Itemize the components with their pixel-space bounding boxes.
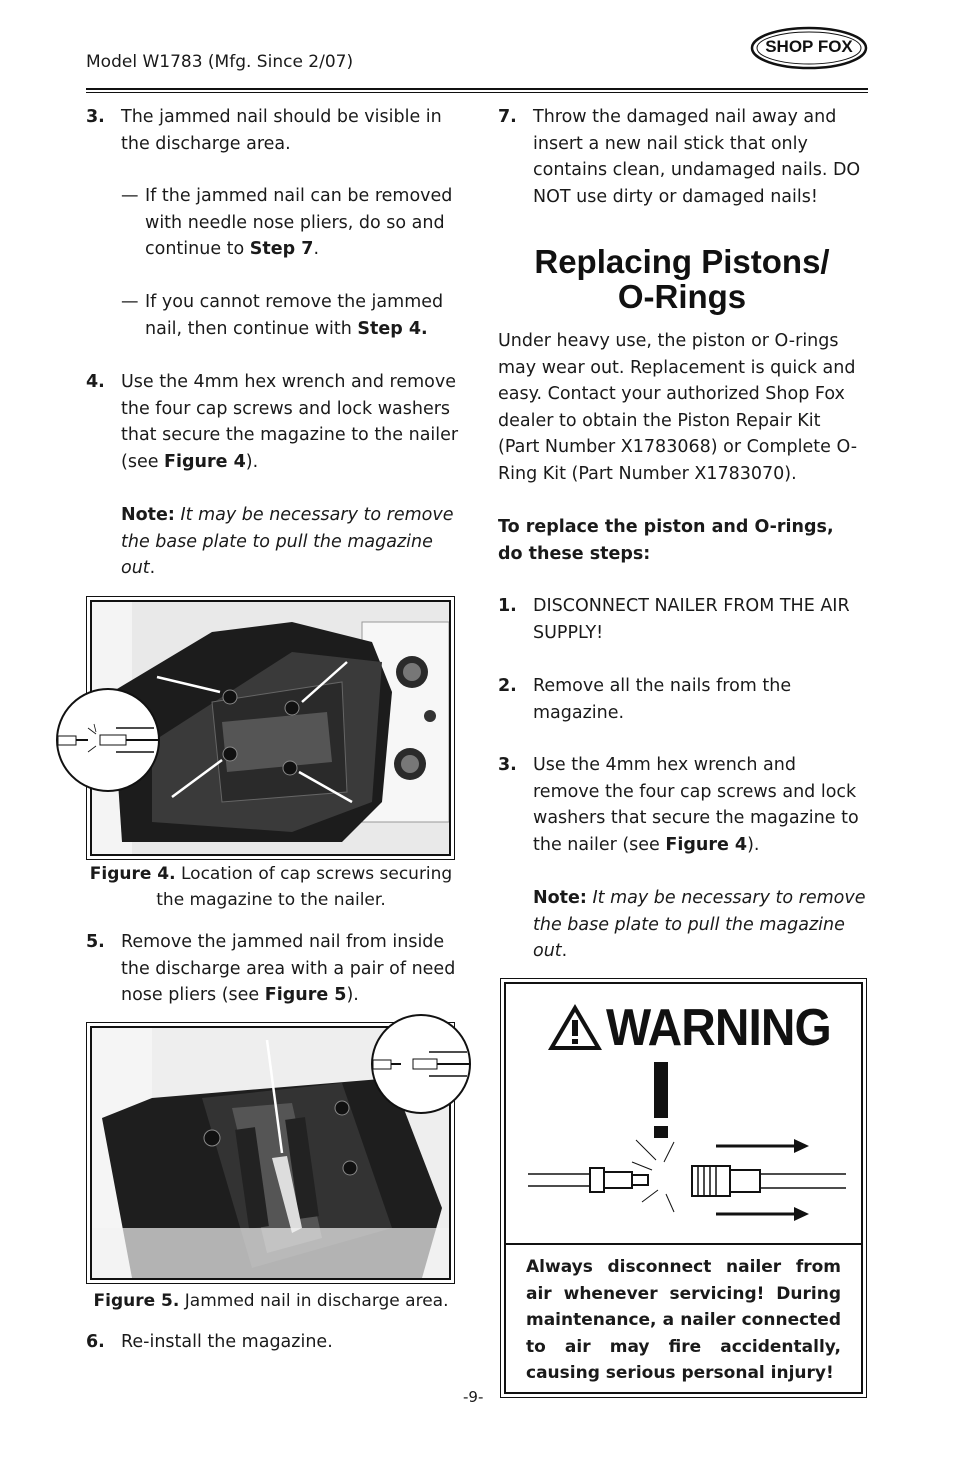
dash-item-1: [121, 183, 461, 263]
step-number: 4.: [86, 372, 105, 392]
intro-paragraph: Under heavy use, the piston or O-rings may wear out. Replacement is quick and easy. Contact your authorized Shop Fox dealer to obtain the Piston Repair Kit (Part Number X1783068) or Complete O-Ring Kit (Part Number X1783070).: [498, 331, 858, 484]
header-rule-thin: [86, 92, 868, 93]
punct: .: [561, 941, 568, 961]
step-number: 5.: [86, 932, 105, 952]
shop-fox-logo: [750, 24, 868, 72]
punct: .: [313, 239, 320, 259]
step-ref: Step 4.: [357, 318, 428, 339]
air-disconnect-icon: [524, 1062, 849, 1232]
section-heading: [498, 244, 866, 314]
step-text: Throw the damaged nail away and insert a new nail stick that only contains clean, undamaged nails. DO NOT use dirty or damaged nails!: [533, 107, 861, 207]
warning-title: WARNING: [606, 999, 831, 1057]
step-text: Use the 4mm hex wrench and remove the four cap screws and lock washers that secure the magazine to the nailer (see: [533, 755, 859, 855]
note-text: It may be necessary to remove the base plate to pull the magazine out: [533, 888, 866, 961]
logo-text: SHOP FOX: [765, 37, 853, 56]
right-step-2: [498, 673, 866, 726]
left-step-6: [86, 1329, 461, 1356]
dash-mark: —: [121, 186, 139, 206]
figure-ref: Figure 5: [264, 985, 347, 1005]
figure-5-caption: [86, 1288, 456, 1314]
step-number: 2.: [498, 676, 517, 696]
step-text: Remove all the nails from the magazine.: [533, 676, 792, 723]
step-text: The jammed nail should be visible in the discharge area.: [121, 107, 442, 154]
warning-text: Always disconnect nailer from air whenever servicing! During maintenance, a nailer connected to air may fire accidentally, causing serious personal injury!: [526, 1257, 841, 1383]
dash-text: If you cannot remove the jammed nail, then continue with: [145, 292, 444, 339]
punct: ).: [245, 451, 259, 472]
caption-text: Jammed nail in discharge area.: [179, 1291, 449, 1311]
step-number: 3.: [498, 755, 517, 775]
step-number: 3.: [86, 107, 105, 127]
step-text: Use the 4mm hex wrench and remove the four cap screws and lock washers that secure the magazine to the nailer (see: [121, 372, 459, 472]
warning-triangle-icon: [546, 1002, 604, 1052]
caption-text: Location of cap screws securing: [175, 864, 453, 884]
warning-box: [500, 978, 867, 1398]
right-step-1: [498, 593, 866, 646]
figure-label: Figure 4.: [89, 864, 176, 884]
model-header: Model W1783 (Mfg. Since 2/07): [86, 52, 354, 72]
right-step-7: [498, 104, 866, 210]
disconnect-inset-icon: [54, 686, 162, 794]
figure-ref: Figure 4: [665, 834, 748, 855]
caption-text-2: the magazine to the nailer.: [156, 890, 386, 910]
step-text: Remove the jammed nail from inside the discharge area with a pair of need nose pliers (see: [121, 932, 456, 1005]
left-step-4: [86, 369, 461, 475]
header-rule: [86, 88, 868, 90]
dash-text: If the jammed nail can be removed with needle nose pliers, do so and continue to: [145, 186, 453, 259]
note-label: Note:: [533, 888, 587, 908]
page-number: -9-: [463, 1388, 484, 1406]
note-right-step-3: [533, 885, 866, 965]
note-label: Note:: [121, 505, 175, 525]
left-step-3: [86, 104, 461, 157]
heading-line-1: Replacing Pistons/: [534, 243, 830, 280]
right-step-3: [498, 752, 866, 858]
figure-4-caption: [86, 861, 456, 913]
left-step-5: [86, 929, 461, 1009]
step-number: 7.: [498, 107, 517, 127]
step-text: DISCONNECT NAILER FROM THE AIR SUPPLY!: [533, 596, 850, 643]
dash-item-2: [121, 289, 461, 342]
note-step-4: [121, 502, 461, 582]
heading-line-2: O-Rings: [617, 278, 747, 315]
figure-ref: Figure 4: [164, 451, 246, 472]
punct: ).: [747, 834, 760, 855]
step-text: Re-install the magazine.: [121, 1332, 333, 1352]
dash-mark: —: [121, 292, 139, 312]
warning-divider: [506, 1243, 861, 1245]
punct: .: [149, 558, 156, 578]
lead-paragraph: To replace the piston and O-rings, do these steps:: [498, 517, 834, 564]
step-number: 6.: [86, 1332, 105, 1352]
disconnect-inset-icon-2: [369, 1012, 473, 1116]
step-ref: Step 7: [249, 239, 314, 259]
punct: ).: [346, 985, 359, 1005]
note-text: It may be necessary to remove the base plate to pull the magazine out: [121, 505, 454, 578]
step-number: 1.: [498, 596, 517, 616]
figure-label: Figure 5.: [93, 1291, 180, 1311]
